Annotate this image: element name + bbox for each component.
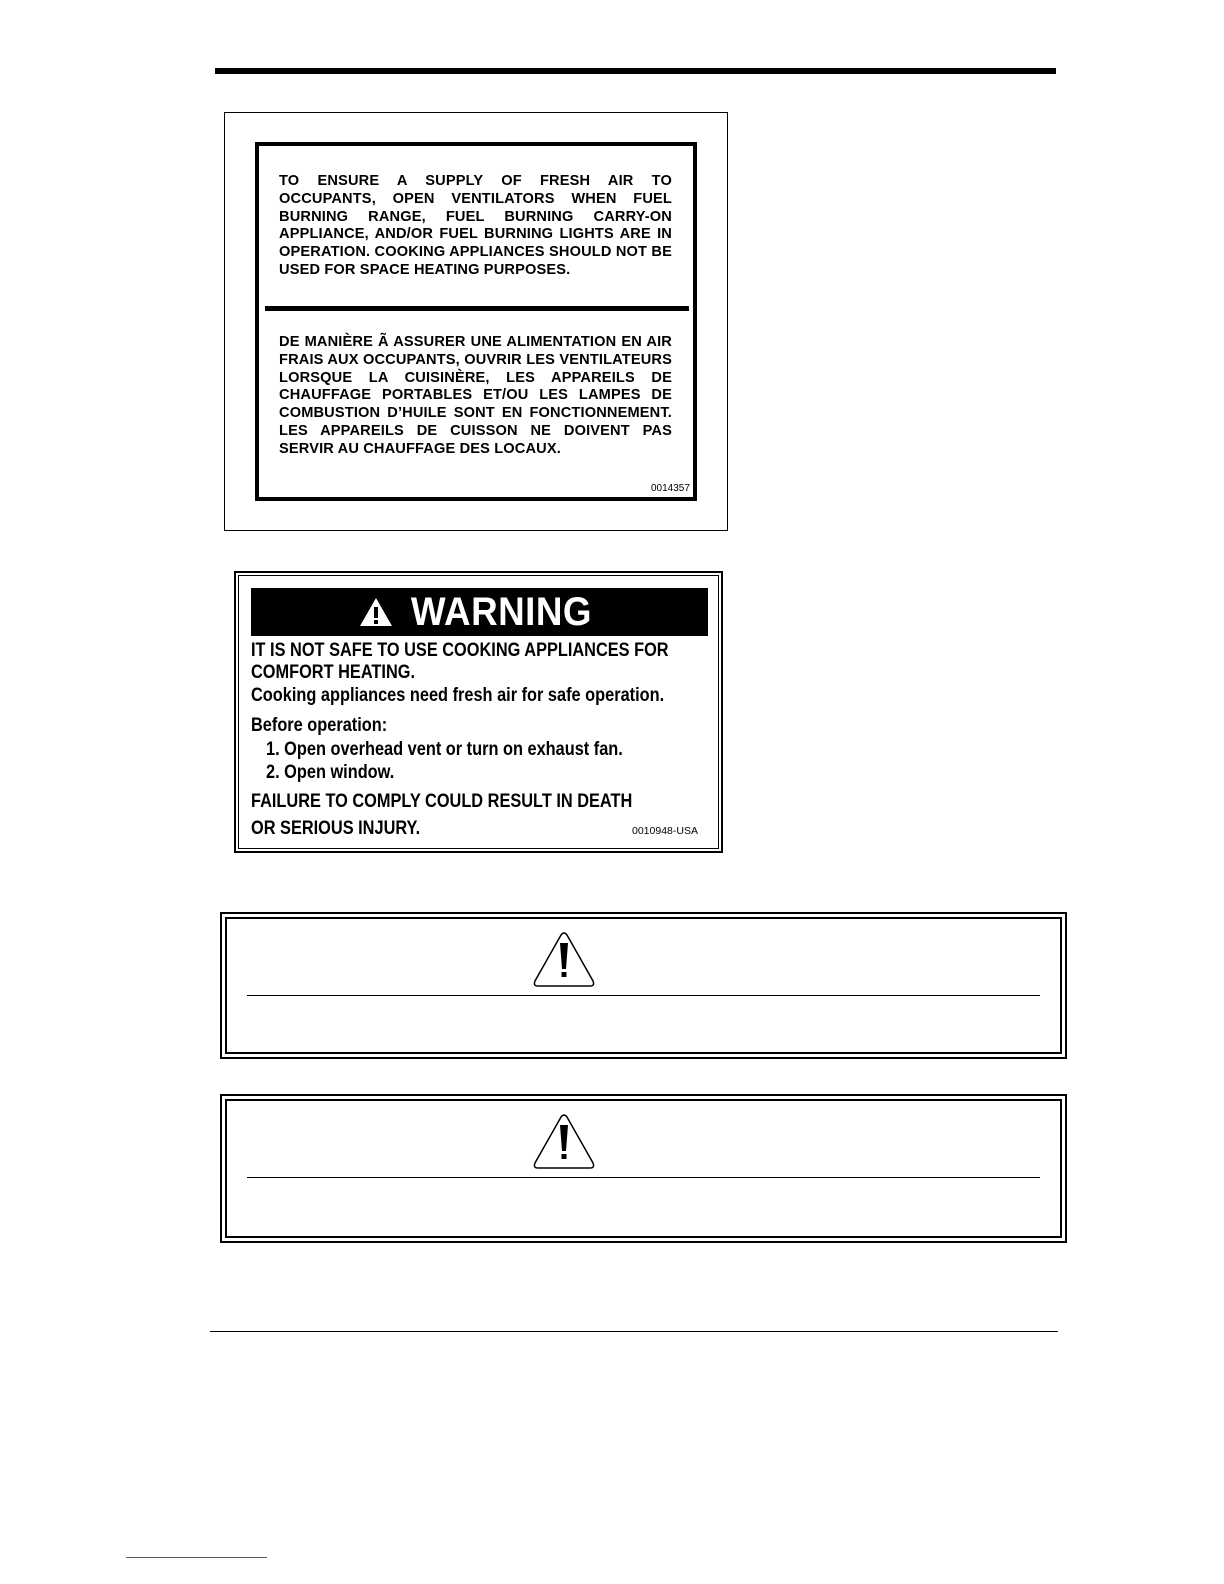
warning-title: WARNING (410, 589, 593, 634)
top-rule (215, 68, 1056, 74)
caution-divider (247, 1177, 1040, 1178)
ventilation-text-english: TO ENSURE A SUPPLY OF FRESH AIR TO OCCUPANTS, OPEN VENTILATORS WHEN FUEL BURNING RANGE, FUEL BURNING CARRY-ON APPLIANCE, AND/OR FUEL BURNING LIGHTS ARE IN OPERATION. COOKING APPLIANCES SHOULD NOT BE USED FOR SPACE HEATING PURPOSES. (279, 173, 672, 278)
label-divider (265, 306, 689, 311)
caution-box (220, 912, 1067, 1059)
ventilation-label (224, 112, 728, 531)
label-code: 0010948-USA (632, 825, 698, 837)
warning-step: 1. Open overhead vent or turn on exhaust fan. (266, 739, 623, 760)
warning-consequence: FAILURE TO COMPLY COULD RESULT IN DEATH (251, 791, 633, 812)
label-code: 0014357 (651, 483, 690, 494)
warning-line: Cooking appliances need fresh air for safe operation. (251, 685, 665, 706)
caution-divider (247, 995, 1040, 996)
warning-line: COMFORT HEATING. (251, 662, 415, 683)
caution-box (220, 1094, 1067, 1243)
caution-box-frame (225, 1099, 1062, 1238)
warning-banner (251, 588, 708, 636)
warning-consequence: OR SERIOUS INJURY. (251, 818, 421, 839)
warning-label (234, 571, 723, 853)
warning-line: IT IS NOT SAFE TO USE COOKING APPLIANCES FOR (251, 640, 669, 661)
footer-link-underline[interactable] (126, 1557, 267, 1558)
warning-step: 2. Open window. (266, 762, 395, 783)
warning-triangle-icon (359, 597, 393, 627)
ventilation-text-french: DE MANIÈRE Ã ASSURER UNE ALIMENTATION EN AIR FRAIS AUX OCCUPANTS, OUVRIR LES VENTILATEURS LORSQUE LA CUISINÈRE, LES APPAREILS DE CHAUFFAGE PORTABLES ET/OU LES LAMPES DE COMBUSTION D’HUILE SONT EN FONCTIONNEMENT. LES APPAREILS DE CUISSON NE DOIVENT PAS SERVIR AU CHAUFFAGE DES LOCAUX. (279, 334, 672, 457)
caution-triangle-icon (532, 931, 596, 989)
warning-before-heading: Before operation: (251, 715, 388, 736)
ventilation-label-frame (255, 142, 697, 501)
caution-triangle-icon (532, 1113, 596, 1171)
bottom-rule (210, 1331, 1058, 1332)
caution-box-frame (225, 917, 1062, 1054)
